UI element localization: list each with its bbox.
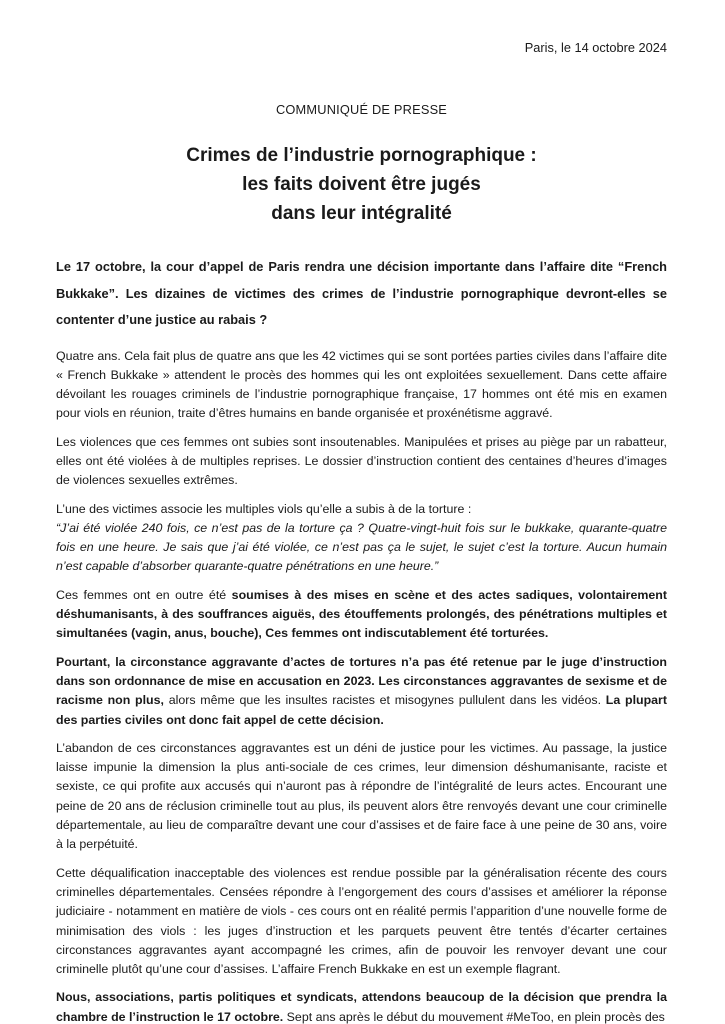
document-body — [56, 347, 667, 1024]
lede-paragraph: Le 17 octobre, la cour d’appel de Paris rendra une décision importante dans l’affaire dite “French Bukkake”. Les dizaines de victimes des crimes de l’industrie pornographique devront-elles se contenter d’une justice au rabais ? — [56, 259, 667, 327]
kicker-communique-de-presse: COMMUNIQUÉ DE PRESSE — [275, 102, 448, 117]
text-run: Pourtant, la circonstance aggravante d’actes de tortures n’a pas été retenue par le juge d’instruction dans son ordonnance de mise en accusation en 2023. Les circonstances aggravantes de sexisme et de racisme non plus, — [56, 654, 667, 708]
paragraph — [56, 739, 667, 855]
paragraph — [56, 653, 667, 730]
title-line-2: les faits doivent être jugés — [242, 174, 481, 195]
text-run: Cette déqualification inacceptable des violences est rendue possible par la généralisation récente des cours criminelles départementales. Censées répondre à l’engorgement des cours d’assises et améliorer la réponse judiciaire - notamment en matière de viols - ces cours ont en réalité permis l’apparition d’une nouvelle forme de minimisation des viols : les juges d’instruction et les parquets peuvent être tentés d’écarter certaines circonstances aggravantes ayant accompagné les crimes, afin de pouvoir les renvoyer devant une cour criminelle plutôt qu’une cour d’assises. L’affaire French Bukkake en est un exemple flagrant. — [56, 865, 667, 977]
paragraph — [56, 433, 667, 491]
text-run: L’une des victimes associe les multiples viols qu’elle a subis à de la torture : — [56, 501, 472, 516]
dateline: Paris, le 14 octobre 2024 — [524, 40, 667, 55]
document-title — [56, 141, 667, 228]
paragraph — [56, 864, 667, 980]
title-line-3: dans leur intégralité — [271, 203, 452, 224]
text-run: Sept ans après le début du mouvement #MeToo, en plein procès des — [286, 1009, 665, 1024]
text-run: Quatre ans. Cela fait plus de quatre ans que les 42 victimes qui se sont portées parties civiles dans l’affaire dite « French Bukkake » attendent le procès des hommes qui les ont exploitées sexuellement. Dans cette affaire dévoilant les rouages criminels de l’industrie pornographique française, 17 hommes ont été mis en examen pour viols en réunion, traite d’êtres humains en bande organisée et proxénétisme aggravé. — [56, 348, 667, 421]
text-run: La plupart des parties civiles ont donc fait appel de cette décision. — [56, 693, 667, 727]
paragraph — [56, 347, 667, 424]
title-line-1: Crimes de l’industrie pornographique : — [186, 145, 537, 166]
text-run: Nous, associations, partis politiques et syndicats, attendons beaucoup de la décision que prendra la chambre de l’instruction le 17 octobre. — [56, 990, 667, 1024]
text-run: Les violences que ces femmes ont subies sont insoutenables. Manipulées et prises au piège par un rabatteur, elles ont été violées à de multiples reprises. Le dossier d’instruction contient des centaines d’heures d’images de violences sexuelles extrêmes. — [56, 434, 667, 488]
text-run: “J’ai été violée 240 fois, ce n’est pas de la torture ça ? Quatre-vingt-huit fois sur le bukkake, quarante-quatre fois en une heure. Je sais que j’ai été violée, ce n’est pas ça le sujet, le sujet c’est la torture. Aucun humain n’est capable d’absorber quarante-quatre pénétrations en une heure.” — [56, 520, 667, 574]
paragraph — [56, 500, 667, 577]
paragraph — [56, 988, 667, 1024]
paragraph — [56, 586, 667, 644]
text-run: alors même que les insultes racistes et misogynes pullulent dans les vidéos. — [163, 693, 606, 708]
text-run: Ces femmes ont en outre été — [56, 587, 232, 602]
text-run: L’abandon de ces circonstances aggravantes est un déni de justice pour les victimes. Au passage, la justice laisse impunie la dimension la plus anti-sociale de ces crimes, leur dimension déshumanisante, raciste et sexiste, ce qui profite aux accusés qui n’auront pas à répondre de l’intégralité de leurs actes. Encourant une peine de 20 ans de réclusion criminelle tout au plus, ils peuvent alors être renvoyés devant une cour criminelle départementale, au lieu de comparaître devant une cour d’assises et de faire face à une peine de 30 ans, voire à la perpétuité. — [56, 740, 667, 852]
text-run: soumises à des mises en scène et des actes sadiques, volontairement déshumanisants, à des souffrances aiguës, des étouffements prolongés, des pénétrations multiples et simultanées (vagin, anus, bouche), Ces femmes ont indiscutablement été torturées. — [56, 587, 667, 641]
